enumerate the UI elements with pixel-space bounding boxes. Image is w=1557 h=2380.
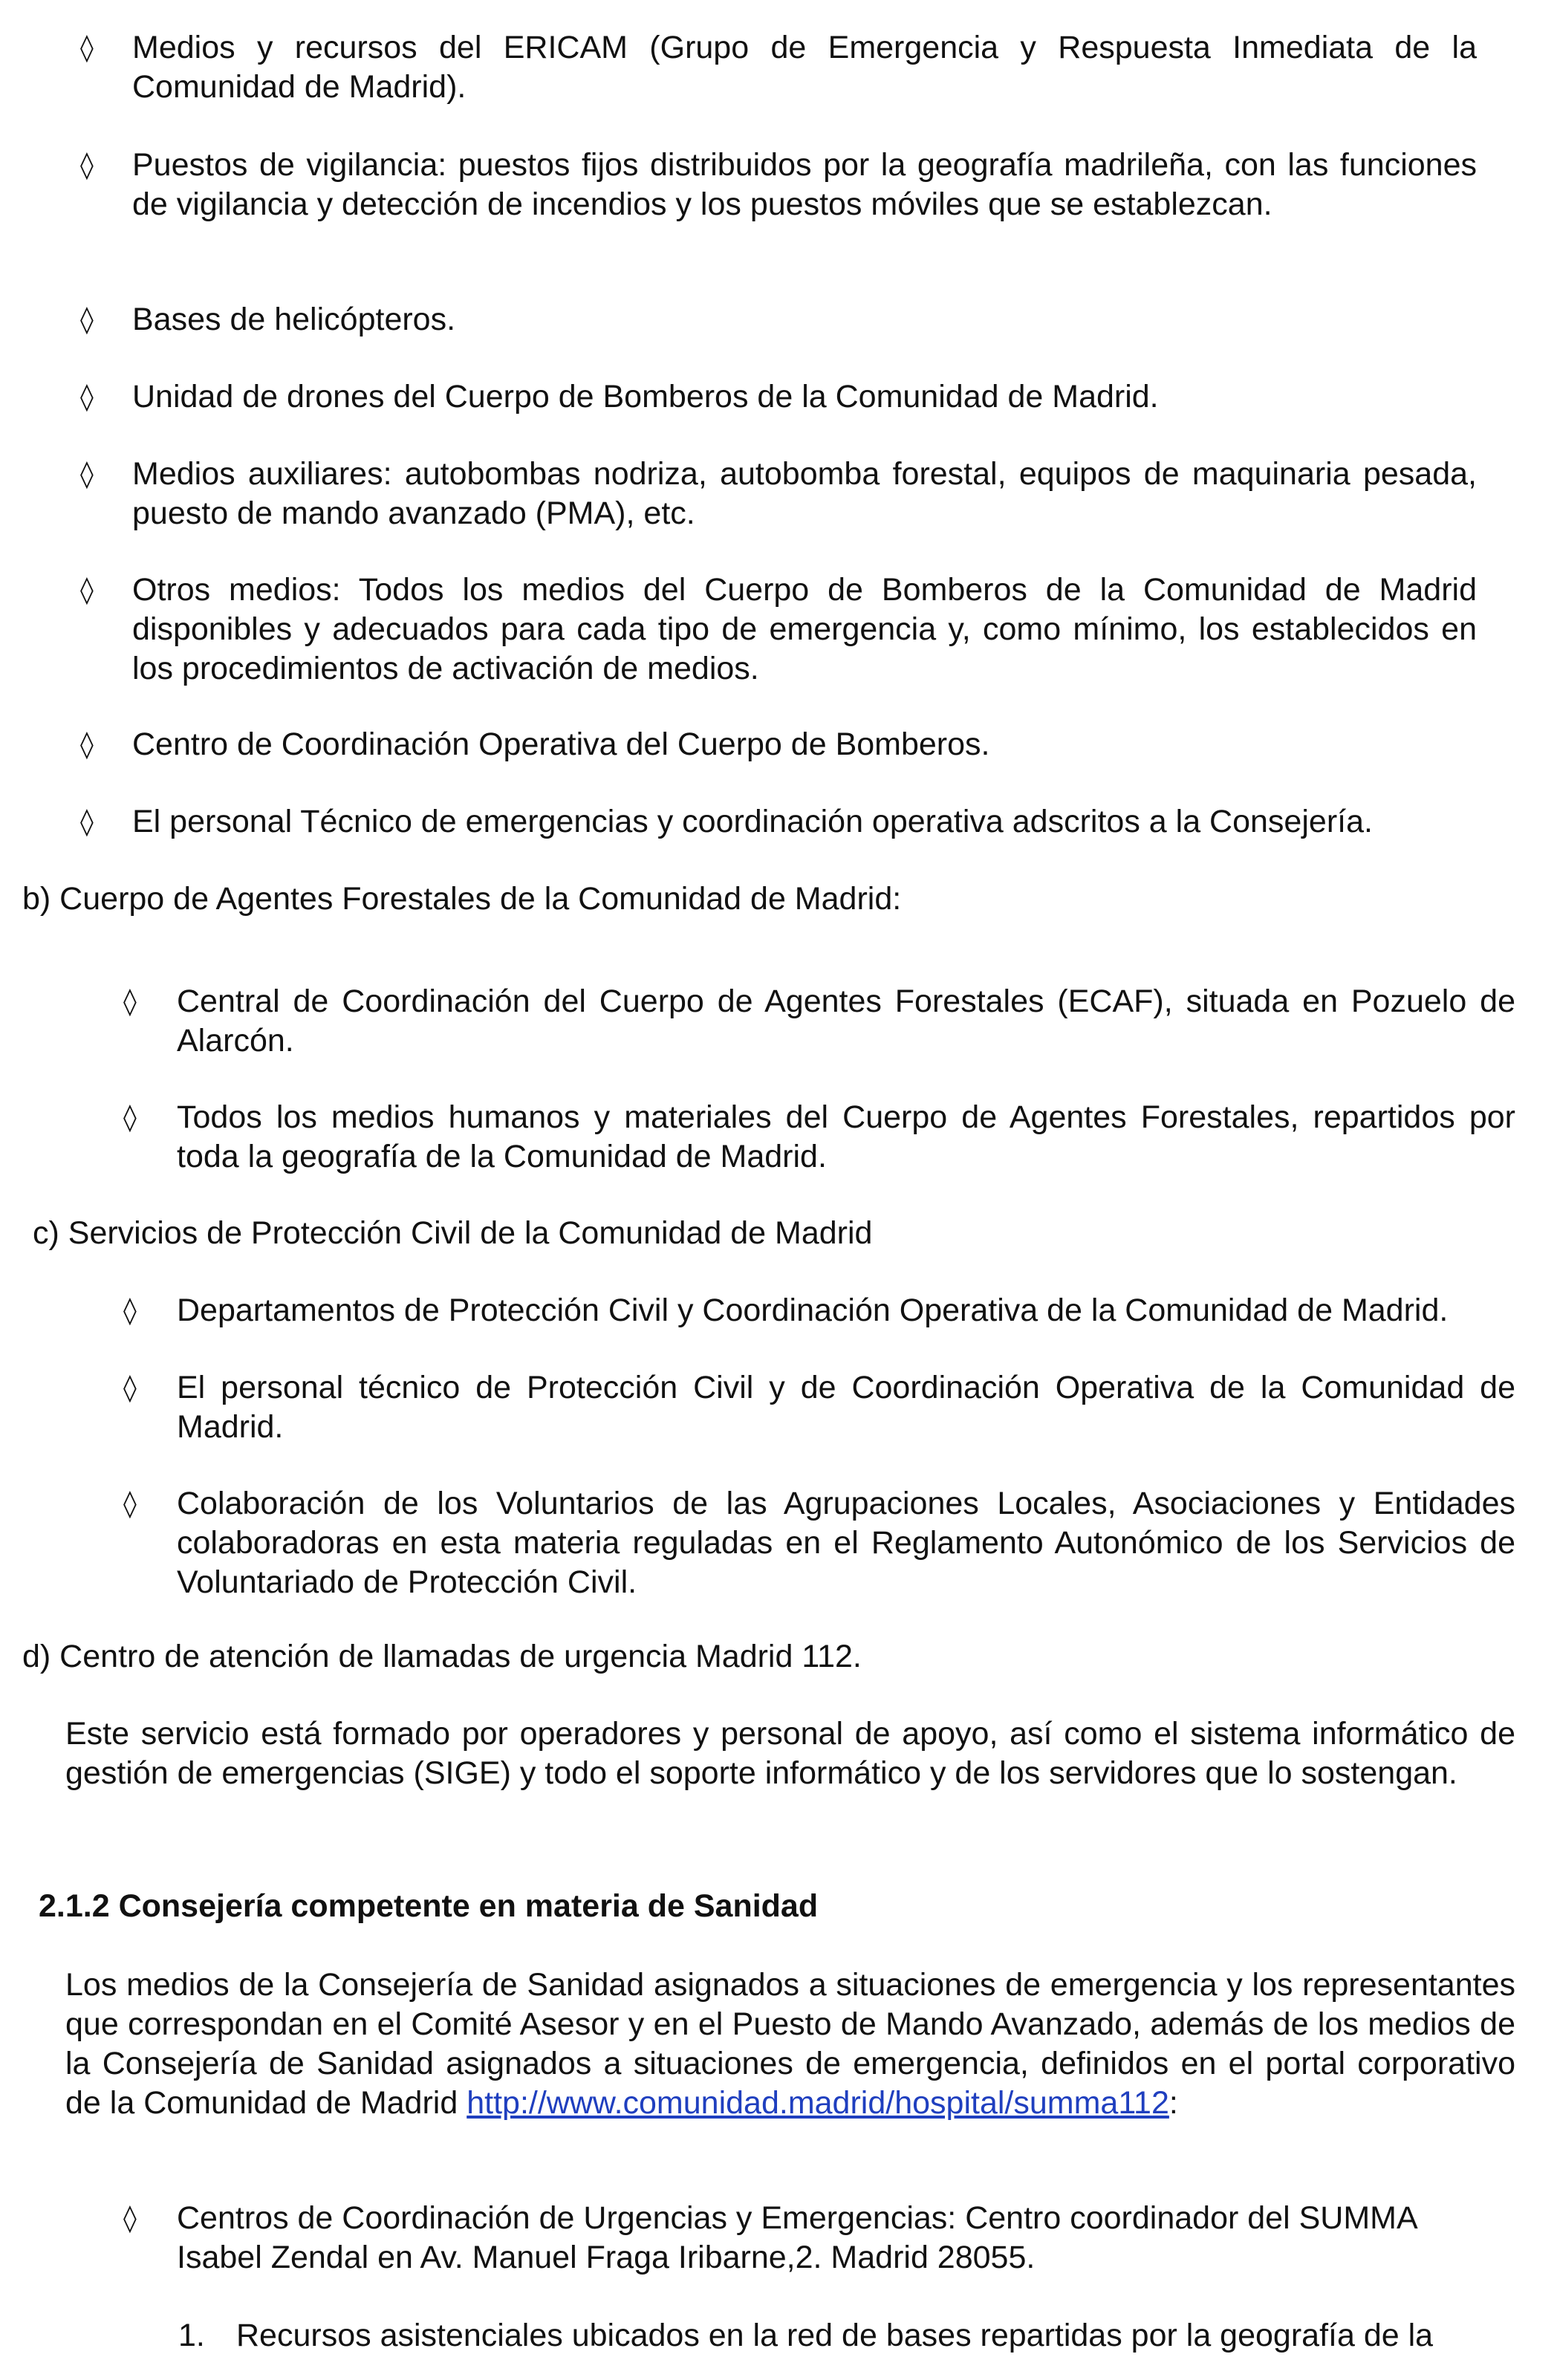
list-item-text: Departamentos de Protección Civil y Coordinación Operativa de la Comunidad de Madrid. xyxy=(177,1293,1449,1328)
bullet-diamond-icon: ◊ xyxy=(123,1489,137,1519)
section-b-heading: b) Cuerpo de Agentes Forestales de la Comunidad de Madrid: xyxy=(22,881,902,917)
bullet-diamond-icon: ◊ xyxy=(80,305,94,335)
summa112-link[interactable]: http://www.comunidad.madrid/hospital/summa112 xyxy=(467,2085,1169,2121)
bullet-diamond-icon: ◊ xyxy=(80,150,94,181)
bullet-diamond-icon: ◊ xyxy=(123,1102,137,1133)
list-item-text: Centro de Coordinación Operativa del Cuerpo de Bomberos. xyxy=(132,726,990,762)
bullet-diamond-icon: ◊ xyxy=(123,1295,137,1326)
bullet-diamond-icon: ◊ xyxy=(123,986,137,1017)
list-item-text: El personal Técnico de emergencias y coordinación operativa adscritos a la Consejería. xyxy=(132,804,1373,839)
list-item-text: Puestos de vigilancia: puestos fijos distribuidos por la geografía madrileña, con las funciones de vigilancia y detección de incendios y los puestos móviles que se establezcan. xyxy=(132,147,1477,222)
section-212-heading: 2.1.2 Consejería competente en materia de Sanidad xyxy=(39,1888,819,1924)
bullet-diamond-icon: ◊ xyxy=(80,459,94,490)
section-d-heading: d) Centro de atención de llamadas de urgencia Madrid 112. xyxy=(22,1639,862,1674)
list-item-text: Colaboración de los Voluntarios de las Agrupaciones Locales, Asociaciones y Entidades colaboradoras en esta materia reguladas en el Reglamento Autonómico de los Servicios de Voluntariado de Protección Civil. xyxy=(177,1486,1515,1600)
list-item-text: Otros medios: Todos los medios del Cuerpo de Bomberos de la Comunidad de Madrid disponibles y adecuados para cada tipo de emergencia y, como mínimo, los establecidos en los procedimientos de activación de medios. xyxy=(132,572,1477,686)
section-212-body xyxy=(65,1966,1515,2123)
bullet-diamond-icon: ◊ xyxy=(80,33,94,63)
list-item-text: Todos los medios humanos y materiales del Cuerpo de Agentes Forestales, repartidos por toda la geografía de la Comunidad de Madrid. xyxy=(177,1099,1515,1174)
numbered-item-number: 1. xyxy=(178,2318,205,2353)
bullet-diamond-icon: ◊ xyxy=(123,2203,137,2234)
numbered-item-text: Recursos asistenciales ubicados en la red de bases repartidas por la geografía de la xyxy=(236,2318,1434,2353)
list-item-text: Bases de helicópteros. xyxy=(132,302,456,337)
section-d-body: Este servicio está formado por operadores y personal de apoyo, así como el sistema informático de gestión de emergencias (SIGE) y todo el soporte informático y de los servidores que lo sostengan. xyxy=(65,1716,1515,1791)
list-item-text: Central de Coordinación del Cuerpo de Agentes Forestales (ECAF), situada en Pozuelo de Alarcón. xyxy=(177,983,1515,1059)
link-suffix: : xyxy=(1168,2085,1178,2121)
bullet-diamond-icon: ◊ xyxy=(80,729,94,760)
bullet-diamond-icon: ◊ xyxy=(80,807,94,837)
list-item-text: Medios auxiliares: autobombas nodriza, autobomba forestal, equipos de maquinaria pesada, puesto de mando avanzado (PMA), etc. xyxy=(132,456,1477,531)
bullet-diamond-icon: ◊ xyxy=(123,1373,137,1403)
list-item-text: Medios y recursos del ERICAM (Grupo de Emergencia y Respuesta Inmediata de la Comunidad de Madrid). xyxy=(132,30,1477,105)
section-212-body-text: Los medios de la Consejería de Sanidad asignados a situaciones de emergencia y los representantes que correspondan en el Comité Asesor y en el Puesto de Mando Avanzado, además de los medios de la Consejería de Sanidad asignados a situaciones de emergencia, definidos en el portal corporativo de la Comunidad de Madrid xyxy=(65,1967,1515,2121)
bullet-diamond-icon: ◊ xyxy=(80,382,94,412)
list-item-text: Unidad de drones del Cuerpo de Bomberos de la Comunidad de Madrid. xyxy=(132,379,1159,414)
bullet-diamond-icon: ◊ xyxy=(80,575,94,605)
list-item-text: El personal técnico de Protección Civil y de Coordinación Operativa de la Comunidad de Madrid. xyxy=(177,1370,1515,1445)
list-item-text: Centros de Coordinación de Urgencias y Emergencias: Centro coordinador del SUMMA Isabel Zendal en Av. Manuel Fraga Iribarne,2. Madrid 28055. xyxy=(177,2200,1417,2275)
section-c-heading: c) Servicios de Protección Civil de la Comunidad de Madrid xyxy=(33,1215,873,1251)
